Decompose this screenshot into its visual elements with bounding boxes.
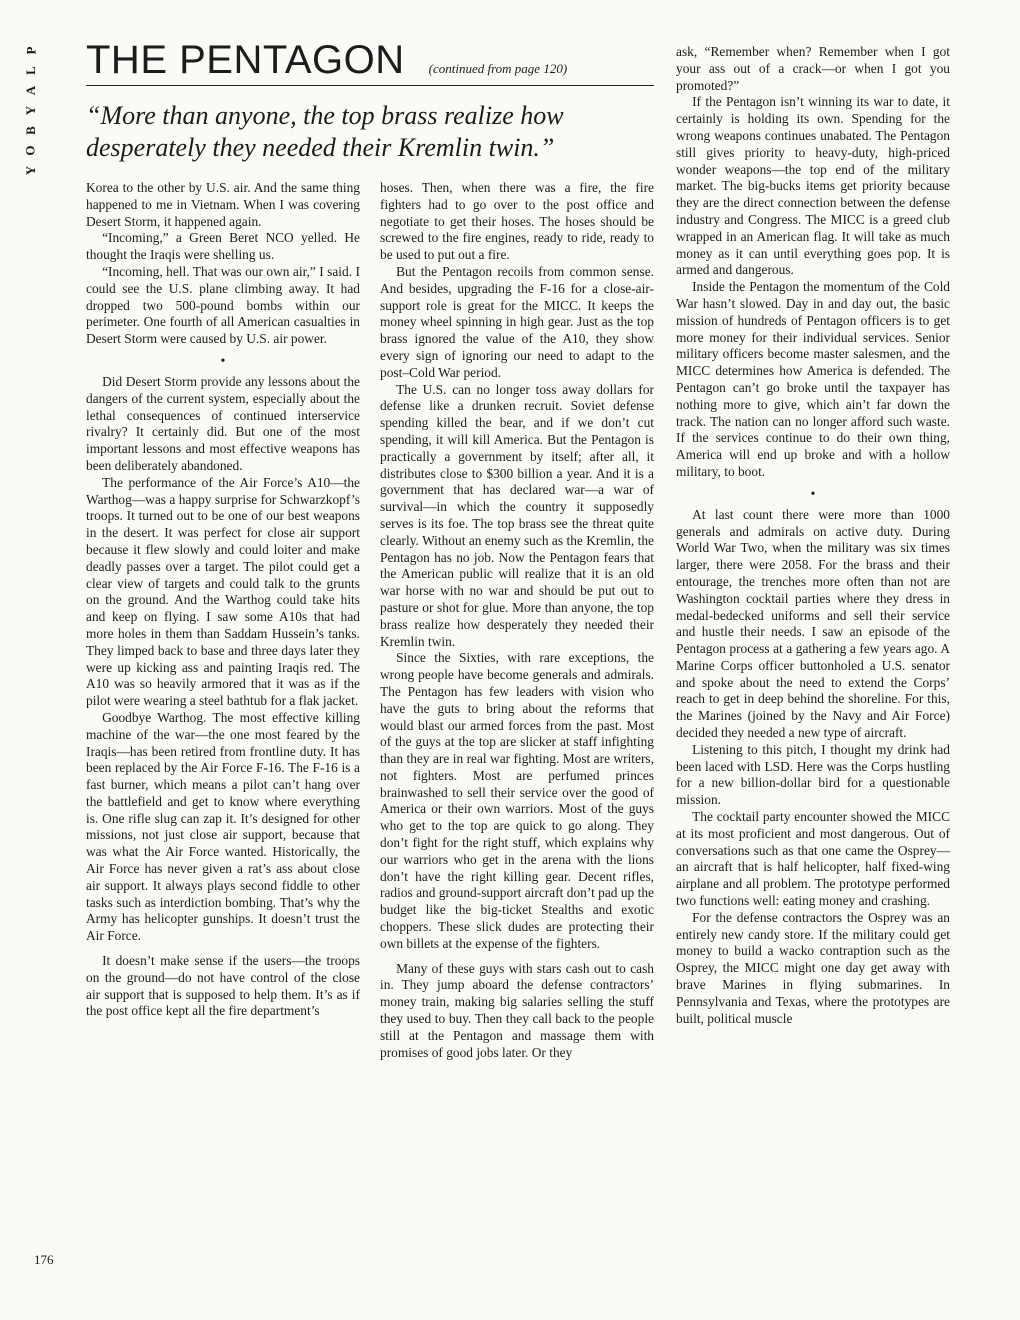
page-number: 176 (34, 1252, 54, 1267)
section-heading (86, 38, 654, 86)
paragraph: Inside the Pentagon the momentum of the Cold War hasn’t slowed. Day in and day out, the basic mission of hundreds of Pentagon officers is to get more money for their individual services. Senior military officers become master salesmen, and the MICC determines how America is defended. The Pentagon can’t go broke until the taxpayer has nothing more to give, which ain’t far down the track. The nation can no longer afford such waste. If the services continue to do their own thing, America will end up broke and with a hollow military, to boot. (676, 279, 950, 479)
paragraph: Korea to the other by U.S. air. And the same thing happened to me in Vietnam. When I was covering Desert Storm, it happened again. (86, 180, 360, 229)
paragraph: It doesn’t make sense if the users—the troops on the ground—do not have control of the close air support that is supposed to help them. It’s as if the post office kept all the fire department’s (86, 953, 360, 1019)
paragraph: For the defense contractors the Osprey was an entirely new candy store. If the military could get money to build a wacko contraption such as the Osprey, the MICC might one day get away with brave Marines in flying submarines. In Pennsylvania and Texas, where the prototypes are built, political muscle (676, 909, 950, 1026)
paragraph: The U.S. can no longer toss away dollars for defense like a drunken recruit. Soviet defense spending killed the bear, and if we don’t cut spending, it will kill America. But the Pentagon is practically a government by itself; after all, it distributes close to $300 billion a year. And it is a government that has declared war—a war of survival—in which the country it supposedly serves is its foe. The top brass see the threat quite clearly. Without an enemy such as the Kremlin, the Pentagon has no job. Now the Pentagon fears that the American public will realize that it is an old war horse with no war and should be put out to pasture or shot for glue. More than anyone, the top brass realize how desperately they needed their Kremlin twin. (380, 381, 654, 649)
paragraph: Goodbye Warthog. The most effective killing machine of the war—the one most feared by the Iraqis—has been retired from frontline duty. It has been replaced by the Air Force F-16. The F-16 is a fast burner, which means a pilot can’t hang over the battlefield and get to know where everything is. One rifle slug can zap it. It’s designed for other missions, not just close air support, because that was what the Air Force wanted. Historically, the Air Force has never given a rat’s ass about close air support. It always plays second fiddle to other tasks such as interdiction bombing. That’s why the Army has helicopter gunships. It doesn’t trust the Air Force. (86, 709, 360, 944)
paragraph: If the Pentagon isn’t winning its war to date, it certainly is holding its own. Spending for the wrong weapons continues unabated. The Pentagon still gives priority to heavy-duty, high-priced wonder weapons—the top end of the military market. The big-bucks items get priority because they are the direct connection between the defense industry and Congress. The MICC is a greed club wrapped in an American flag. It will take as much money as it can until everything goes pop. It is armed and dangerous. (676, 94, 950, 278)
section-title: THE PENTAGON (86, 38, 405, 82)
paragraph: hoses. Then, when there was a fire, the fire fighters had to go over to the post office and negotiate to get their hoses. The hoses should be screwed to the fire engines, ready to ride, ready to be used to put out a fire. (380, 180, 654, 263)
magazine-letter: Y (22, 164, 38, 176)
magazine-letter: B (22, 125, 38, 135)
text-column-2 (380, 180, 654, 1061)
section-break-bullet: • (220, 353, 226, 369)
paragraph: Listening to this pitch, I thought my drink had been laced with LSD. Here was the Corps hustling for a new billion-dollar bird for a questionable mission. (676, 741, 950, 808)
magazine-letter: Y (22, 104, 38, 116)
paragraph: Did Desert Storm provide any lessons about the dangers of the current system, especially about the lethal consequences of continued interservice rivalry? It certainly did. But one of the most important lessons and most effective weapons has been deliberately abandoned. (86, 373, 360, 473)
section-break-bullet: • (810, 486, 816, 502)
paragraph: The cocktail party encounter showed the MICC at its most proficient and most dangerous. Out of conversations such as that one came the Osprey—an aircraft that is half helicopter, half fixed-wing airplane and all problem. The prototype performed two functions well: eating money and crashing. (676, 809, 950, 909)
paragraph: ask, “Remember when? Remember when I got your ass out of a crack—or when I got you promoted?” (676, 44, 950, 93)
paragraph: But the Pentagon recoils from common sense. And besides, upgrading the F-16 for a close-air-support role is great for the MICC. It keeps the money wheel spinning in high gear. Just as the top brass ignored the value of the A10, they show every sign of ignoring our need to adapt to the post–Cold War period. (380, 263, 654, 380)
paragraph: Since the Sixties, with rare exceptions, the wrong people have become generals and admirals. The Pentagon has few leaders with vision who have the guts to bring about the reforms that would blast our armed forces from the past. Most of the guys at the top are slicker at staff infighting than they are in real war fighting. Most are writers, not fighters. Most are perfumed princes brainwashed to sell their service over the good of America or their own warriors. Most of the guys who get to the top are quick to go along. They don’t fight for the right stuff, which explains why our warriors who get in the arena with the lions don’t have the right killing gear. Decent rifles, radios and ground-support aircraft don’t pad up the budget like the big-ticket Stealths and exotic choppers. These slick dudes are protecting their own billets at the expense of the fighters. (380, 650, 654, 951)
paragraph: The performance of the Air Force’s A10—the Warthog—was a happy surprise for Schwarzkopf’s troops. It turned out to be one of our best weapons in the desert. It was perfect for close air support because it flew slowly and could loiter and make deadly passes over a target. The pilot could get a clear view of targets and could talk to the grunts on the ground. And the Warthog could take hits and keep on flying. I saw some A10s that had more holes in them than Saddam Hussein’s tanks. They limped back to base and three days later they were up kicking ass and painting Iraqis red. The A10 was so heavily armored that it was as if the pilot were wearing a steel bathtub for a flak jacket. (86, 474, 360, 709)
text-column-3 (676, 44, 950, 1027)
magazine-letter: O (23, 144, 38, 156)
paragraph: Many of these guys with stars cash out to cash in. They jump aboard the defense contractors’ money train, making big salaries selling the stuff they used to buy. Then they call back to the people still at the Pentagon and massage them with promises of good jobs later. Or they (380, 960, 654, 1060)
paragraph: “Incoming,” a Green Beret NCO yelled. He thought the Iraqis were shelling us. (86, 230, 360, 263)
paragraph: “Incoming, hell. That was our own air,” I said. I could see the U.S. plane climbing away. It had dropped two 500-pound bombs within our perimeter. One fourth of all American casualties in Desert Storm were caused by U.S. air power. (86, 263, 360, 347)
magazine-letter: P (22, 45, 38, 55)
magazine-name-vertical (18, 40, 44, 180)
continued-note: (continued from page 120) (428, 61, 568, 76)
magazine-letter: L (22, 65, 38, 75)
paragraph: At last count there were more than 1000 generals and admirals on active duty. During World War Two, when the military was six times larger, there were 2058. For the brass and their entourage, the trenches more often than not are Washington cocktail parties where they dress in medal-bedecked uniforms and sell their service and hustle their needs. I saw an episode of the Pentagon process at a gathering a few years ago. A Marine Corps officer buttonholed a U.S. senator and spoke about the need to extend the Corps’ reach to get in deep behind the shoreline. For this, the Marines (joined by the Navy and Air Force) decided they needed a new type of aircraft. (676, 506, 950, 741)
magazine-letter: A (22, 84, 38, 96)
pull-quote: “More than anyone, the top brass realize how desperately they needed their Kremlin twin.” (86, 101, 564, 162)
text-column-1 (86, 180, 360, 1020)
